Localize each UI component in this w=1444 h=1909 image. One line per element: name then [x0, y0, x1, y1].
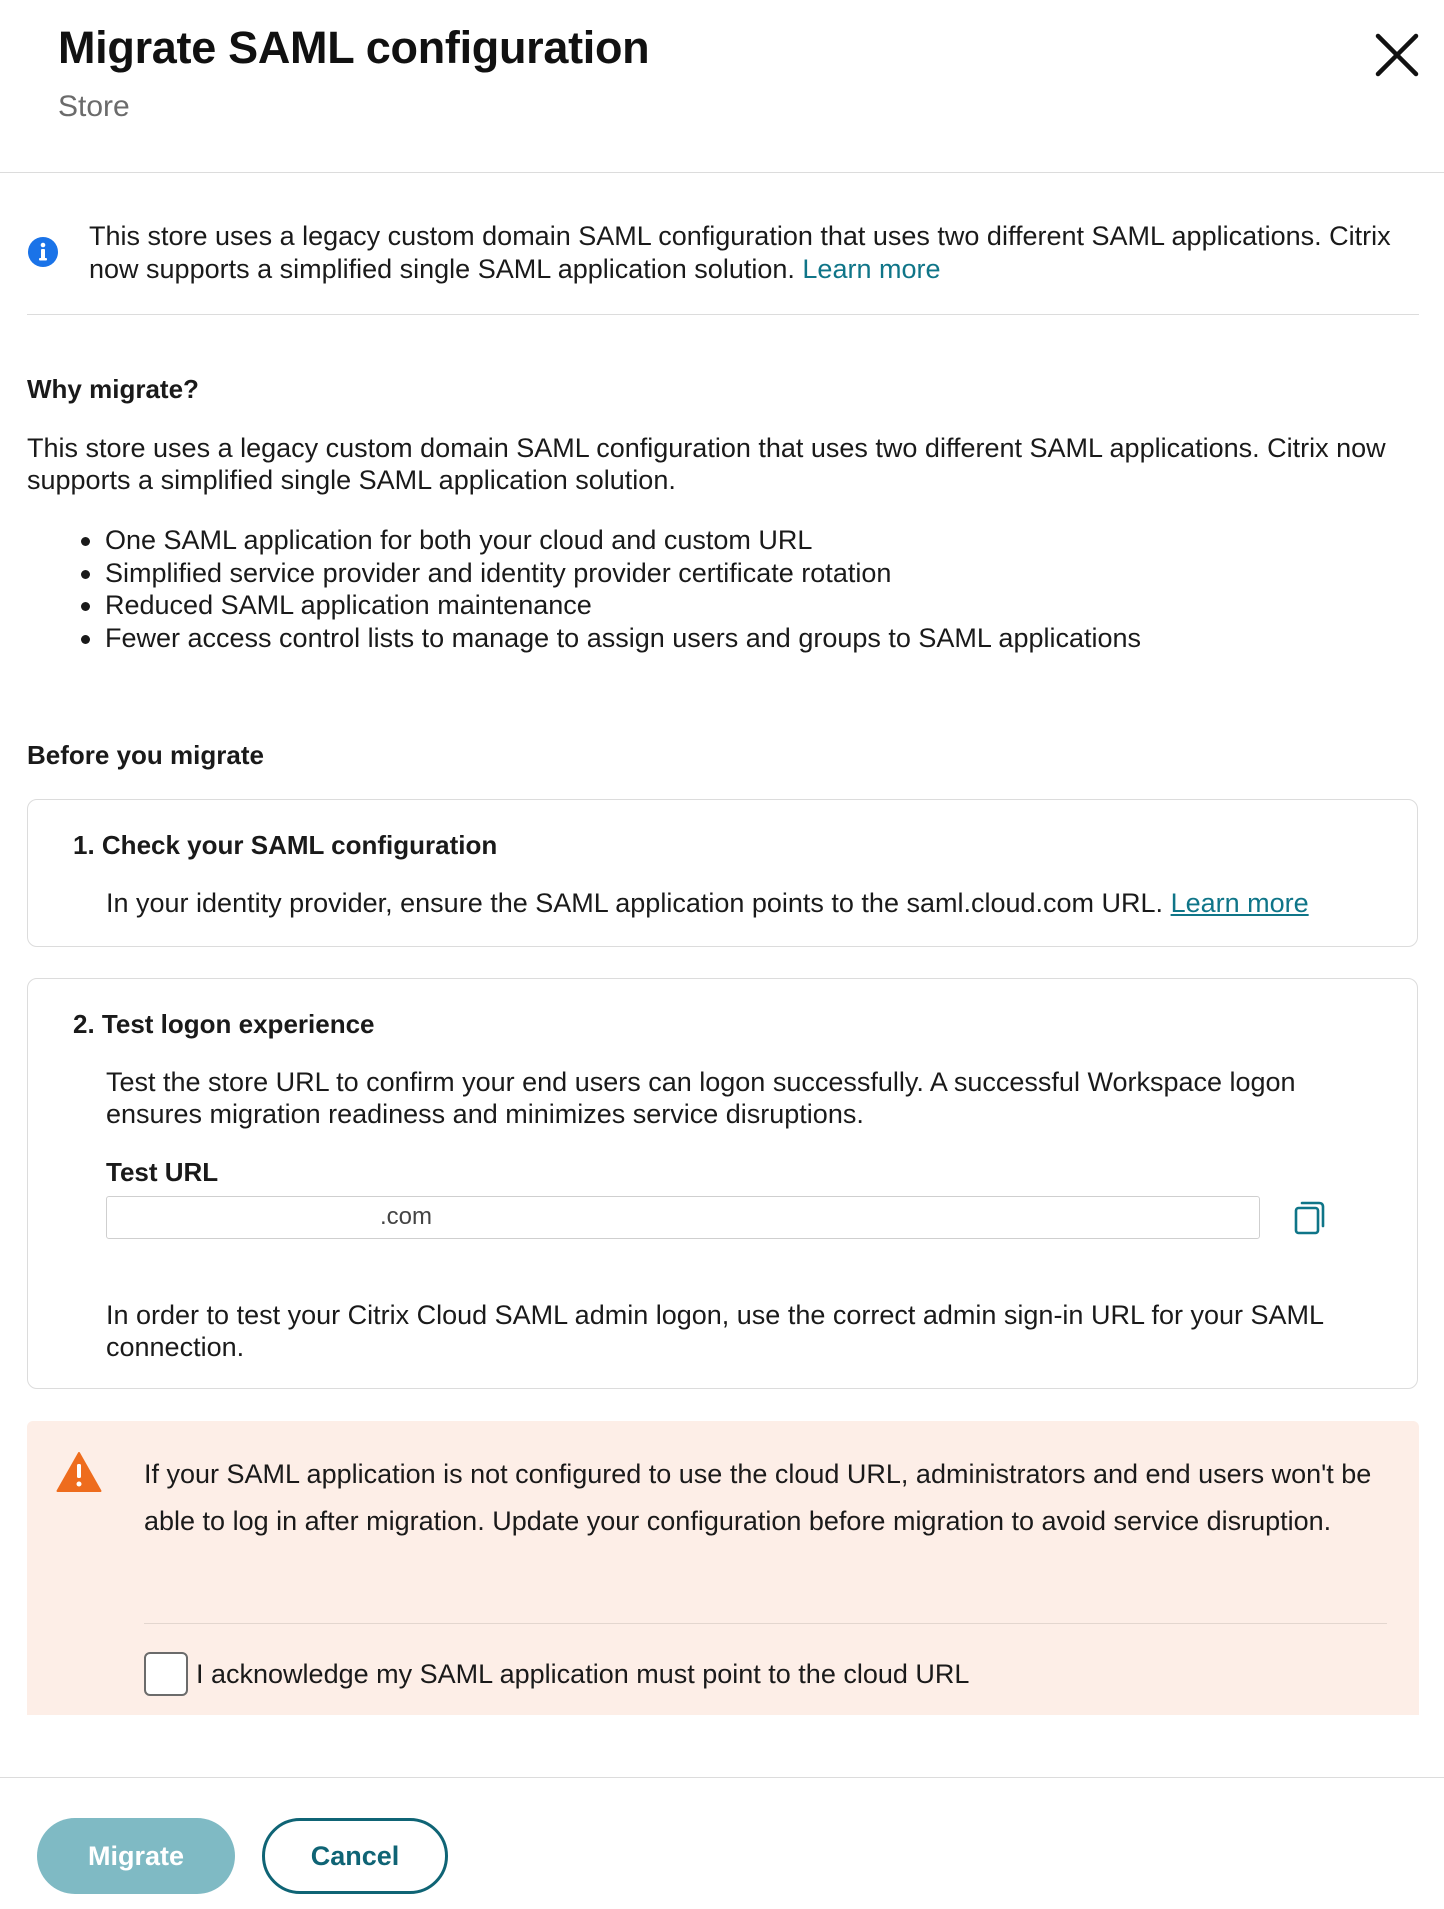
info-icon — [27, 236, 59, 268]
before-migrate-heading: Before you migrate — [27, 740, 264, 770]
dialog-header — [0, 0, 1444, 173]
info-learn-more-link[interactable]: Learn more — [802, 254, 941, 284]
why-migrate-heading: Why migrate? — [27, 374, 199, 404]
dialog-title: Migrate SAML configuration — [58, 22, 650, 73]
warning-banner — [27, 1421, 1419, 1715]
warning-text: If your SAML application is not configured to use the cloud URL, administrators and end users won't be able to log in after migration. Update your configuration before migration to avoid service disruption. — [144, 1459, 1372, 1536]
list-item: Simplified service provider and identity provider certificate rotation — [105, 557, 1141, 590]
benefits-list — [105, 524, 1141, 654]
warning-divider — [144, 1623, 1387, 1624]
acknowledge-checkbox-label[interactable]: I acknowledge my SAML application must point to the cloud URL — [196, 1659, 970, 1689]
copy-icon[interactable] — [1290, 1197, 1330, 1237]
acknowledge-checkbox[interactable] — [144, 1652, 188, 1696]
test-url-label: Test URL — [106, 1157, 219, 1187]
warning-icon — [56, 1451, 102, 1493]
step2-text: Test the store URL to confirm your end users can logon successfully. A successful Workspace logon ensures migration readiness and minimizes service disruptions. — [106, 1067, 1296, 1129]
dialog-subtitle: Store — [58, 90, 130, 123]
info-banner-text — [89, 220, 1409, 286]
step1-learn-more-link[interactable]: Learn more — [1170, 888, 1309, 918]
list-item: Fewer access control lists to manage to assign users and groups to SAML applications — [105, 622, 1142, 653]
info-banner-message: This store uses a legacy custom domain SAML configuration that uses two different SAML applications. Citrix now supports a simplified single SAML application solution. — [89, 221, 1391, 284]
step1-text: In your identity provider, ensure the SAML application points to the saml.cloud.com URL. — [106, 888, 1164, 918]
close-icon[interactable] — [1372, 30, 1422, 80]
list-item: Reduced SAML application maintenance — [105, 589, 1141, 622]
list-item: One SAML application for both your cloud and custom URL — [105, 524, 1141, 557]
step-test-logon-card — [27, 978, 1418, 1389]
step1-title: 1. Check your SAML configuration — [73, 830, 498, 860]
footer-divider — [0, 1777, 1444, 1778]
test-url-field[interactable]: .com — [106, 1196, 1260, 1239]
step1-text-container — [106, 887, 1386, 919]
migrate-button[interactable]: Migrate — [37, 1818, 235, 1894]
step-check-saml-card — [27, 799, 1418, 947]
info-banner — [27, 218, 1419, 315]
cancel-button[interactable]: Cancel — [262, 1818, 448, 1894]
step2-title: 2. Test logon experience — [73, 1009, 375, 1039]
admin-logon-note: In order to test your Citrix Cloud SAML admin logon, use the correct admin sign-in URL for your SAML connection. — [106, 1300, 1324, 1362]
why-migrate-text: This store uses a legacy custom domain SAML configuration that uses two different SAML applications. Citrix now supports a simplified single SAML application solution. — [27, 433, 1386, 495]
